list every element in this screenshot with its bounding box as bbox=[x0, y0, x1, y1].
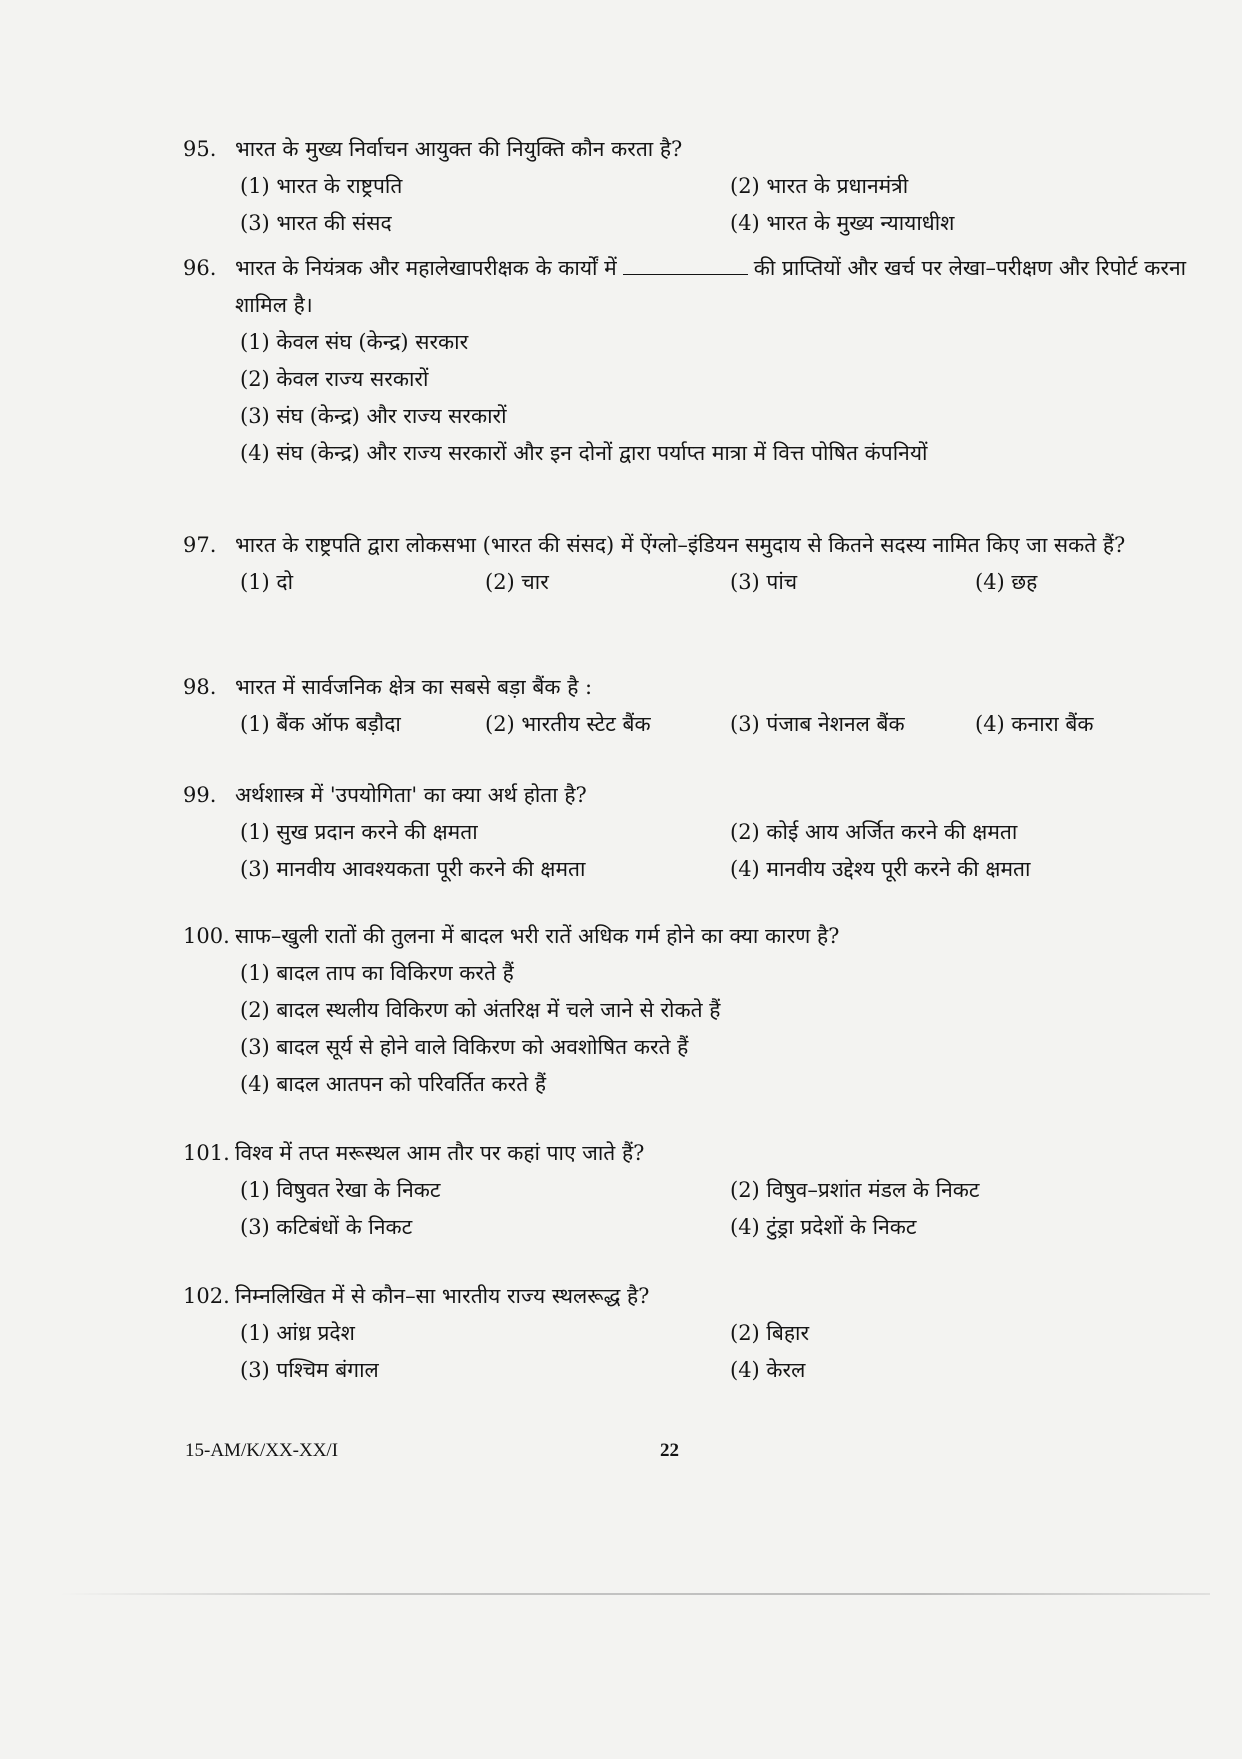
options bbox=[240, 814, 1213, 888]
option-4: (4) बादल आतपन को परिवर्तित करते हैं bbox=[240, 1072, 547, 1096]
options bbox=[240, 168, 1213, 242]
question-text: भारत के मुख्य निर्वाचन आयुक्त की नियुक्ति कौन करता है? bbox=[235, 137, 683, 161]
option-2: (2) विषुव–प्रशांत मंडल के निकट bbox=[730, 1178, 980, 1202]
question-text: निम्नलिखित में से कौन–सा भारतीय राज्य स्थलरूद्ध है? bbox=[235, 1284, 650, 1308]
option-1: (1) दो bbox=[240, 570, 294, 594]
question-100 bbox=[183, 918, 1213, 1103]
option-1: (1) बादल ताप का विकिरण करते हैं bbox=[240, 961, 514, 985]
page-number: 22 bbox=[660, 1440, 679, 1461]
option-3: (3) मानवीय आवश्यकता पूरी करने की क्षमता bbox=[240, 857, 586, 881]
question-97 bbox=[183, 527, 1213, 601]
question-number: 98. bbox=[183, 675, 217, 699]
option-1: (1) आंध्र प्रदेश bbox=[240, 1321, 355, 1345]
option-2: (2) केवल राज्य सरकारों bbox=[240, 367, 429, 391]
question-99 bbox=[183, 777, 1213, 888]
option-1: (1) बैंक ऑफ बड़ौदा bbox=[240, 712, 401, 736]
question-text: भारत में सार्वजनिक क्षेत्र का सबसे बड़ा बैंक है : bbox=[235, 675, 593, 699]
option-3: (3) भारत की संसद bbox=[240, 211, 392, 235]
question-95 bbox=[183, 131, 1213, 242]
question-text: विश्व में तप्त मरूस्थल आम तौर पर कहां पाए जाते हैं? bbox=[235, 1141, 645, 1165]
option-1: (1) भारत के राष्ट्रपति bbox=[240, 174, 403, 198]
question-98 bbox=[183, 669, 1213, 743]
option-3: (3) पांच bbox=[730, 570, 798, 594]
question-102 bbox=[183, 1278, 1213, 1389]
option-4: (4) भारत के मुख्य न्यायाधीश bbox=[730, 211, 955, 235]
question-text: भारत के राष्ट्रपति द्वारा लोकसभा (भारत की संसद) में ऐंग्लो–इंडियन समुदाय से कितने सदस्य नामित किए जा सकते हैं? bbox=[235, 533, 1126, 557]
options bbox=[240, 955, 1213, 1103]
question-number: 97. bbox=[183, 533, 217, 557]
option-1: (1) केवल संघ (केन्द्र) सरकार bbox=[240, 330, 469, 354]
question-text-after: की प्राप्तियों और खर्च पर लेखा–परीक्षण और रिपोर्ट करना शामिल है। bbox=[235, 256, 1187, 317]
option-3: (3) पश्चिम बंगाल bbox=[240, 1358, 379, 1382]
question-number: 102. bbox=[183, 1284, 230, 1308]
option-2: (2) बिहार bbox=[730, 1321, 810, 1345]
question-text: अर्थशास्त्र में 'उपयोगिता' का क्या अर्थ होता है? bbox=[235, 783, 587, 807]
question-number: 96. bbox=[183, 256, 217, 280]
options bbox=[240, 706, 1213, 743]
option-4: (4) केरल bbox=[730, 1358, 806, 1382]
option-1: (1) विषुवत रेखा के निकट bbox=[240, 1178, 441, 1202]
question-text bbox=[235, 250, 1213, 324]
question-101 bbox=[183, 1135, 1213, 1246]
option-4: (4) संघ (केन्द्र) और राज्य सरकारों और इन दोनों द्वारा पर्याप्त मात्रा में वित्त पोषित कंपनियों bbox=[240, 441, 928, 465]
options bbox=[240, 1315, 1213, 1389]
option-1: (1) सुख प्रदान करने की क्षमता bbox=[240, 820, 478, 844]
question-number: 100. bbox=[183, 924, 230, 948]
question-text-before: भारत के नियंत्रक और महालेखापरीक्षक के कार्यों में bbox=[235, 256, 617, 280]
fill-in-blank bbox=[623, 254, 748, 275]
option-2: (2) भारत के प्रधानमंत्री bbox=[730, 174, 909, 198]
option-4: (4) टुंड्रा प्रदेशों के निकट bbox=[730, 1215, 917, 1239]
question-number: 95. bbox=[183, 137, 217, 161]
question-number: 99. bbox=[183, 783, 217, 807]
option-3: (3) पंजाब नेशनल बैंक bbox=[730, 712, 905, 736]
option-2: (2) चार bbox=[485, 570, 549, 594]
paper-code: 15-AM/K/XX-XX/I bbox=[185, 1440, 339, 1461]
option-2: (2) बादल स्थलीय विकिरण को अंतरिक्ष में चले जाने से रोकते हैं bbox=[240, 998, 721, 1022]
option-4: (4) कनारा बैंक bbox=[975, 712, 1094, 736]
options bbox=[240, 564, 1213, 601]
option-3: (3) बादल सूर्य से होने वाले विकिरण को अवशोषित करते हैं bbox=[240, 1035, 689, 1059]
question-number: 101. bbox=[183, 1141, 230, 1165]
option-4: (4) छह bbox=[975, 570, 1038, 594]
question-text: साफ–खुली रातों की तुलना में बादल भरी रातें अधिक गर्म होने का क्या कारण है? bbox=[235, 924, 840, 948]
option-2: (2) भारतीय स्टेट बैंक bbox=[485, 712, 651, 736]
option-2: (2) कोई आय अर्जित करने की क्षमता bbox=[730, 820, 1018, 844]
option-3: (3) संघ (केन्द्र) और राज्य सरकारों bbox=[240, 404, 507, 428]
option-4: (4) मानवीय उद्देश्य पूरी करने की क्षमता bbox=[730, 857, 1031, 881]
options bbox=[240, 1172, 1213, 1246]
question-96 bbox=[183, 250, 1213, 472]
bottom-divider bbox=[60, 1593, 1210, 1595]
option-3: (3) कटिबंधों के निकट bbox=[240, 1215, 413, 1239]
options bbox=[240, 324, 1213, 472]
